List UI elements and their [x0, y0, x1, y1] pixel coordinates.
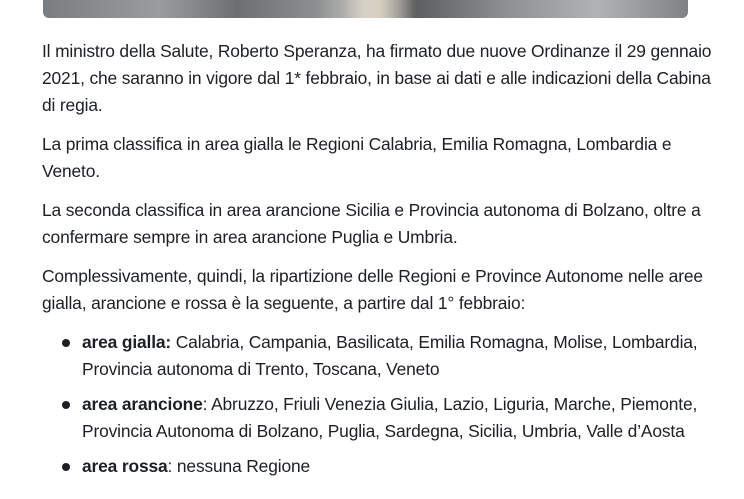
summary-paragraph: Complessivamente, quindi, la ripartizione delle Regioni e Province Autonome nelle aree gialla, arancione e rossa è la seguente, a partire dal 1° febbraio: [42, 266, 703, 313]
zone-regions: Calabria, Campania, Basilicata, Emilia Romagna, Molise, Lombardia, Provincia autonoma di Trento, Toscana, Veneto [82, 332, 698, 379]
orange-area-paragraph: La seconda classifica in area arancione Sicilia e Provincia autonoma di Bolzano, oltre a confermare sempre in area arancione Puglia e Umbria. [42, 200, 701, 247]
zone-regions: : nessuna Regione [167, 456, 311, 476]
zones-list [42, 329, 722, 480]
zone-label: area arancione [82, 394, 203, 414]
zone-item-orange [82, 391, 722, 445]
zone-item-yellow [82, 329, 722, 383]
intro-paragraph: Il ministro della Salute, Roberto Speranza, ha firmato due nuove Ordinanze il 29 gennaio 2021, che saranno in vigore dal 1* febbraio, in base ai dati e alle indicazioni della Cabina di regia. [42, 41, 712, 115]
yellow-area-paragraph: La prima classifica in area gialla le Regioni Calabria, Emilia Romagna, Lombardia e Veneto. [42, 134, 672, 181]
article-body [42, 38, 722, 488]
zone-regions: : Abruzzo, Friuli Venezia Giulia, Lazio, Liguria, Marche, Piemonte, Provincia Autonoma di Bolzano, Puglia, Sardegna, Sicilia, Umbria, Valle d’Aosta [82, 394, 698, 441]
article-header-image [43, 0, 688, 18]
zone-label: area gialla: [82, 332, 172, 352]
zone-label: area rossa [82, 456, 168, 476]
zone-item-red [82, 453, 722, 480]
